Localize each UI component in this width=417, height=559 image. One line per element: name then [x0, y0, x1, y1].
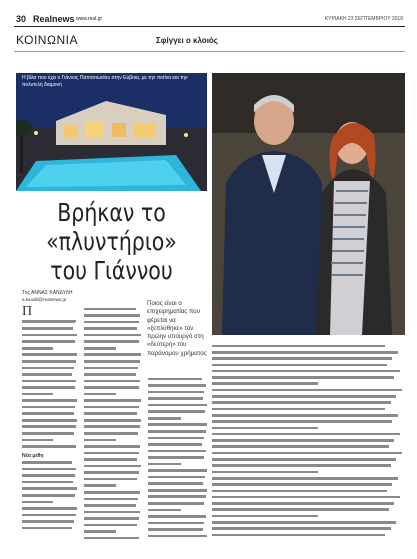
text-line-bar	[148, 528, 203, 531]
text-line-bar	[22, 347, 53, 350]
text-line-bar	[22, 445, 76, 448]
text-line	[22, 479, 78, 486]
text-line	[22, 525, 78, 532]
text-line-bar	[84, 406, 139, 409]
text-line-bar	[212, 345, 385, 348]
text-line-bar	[212, 382, 318, 385]
text-line-bar	[212, 534, 385, 537]
text-line-bar	[212, 471, 318, 474]
text-line-bar	[212, 527, 391, 530]
greeked-body-text	[84, 306, 142, 542]
text-line	[22, 358, 78, 365]
text-line-bar	[212, 401, 391, 404]
pull-quote: Ποιος είναι ο επιχειρηματίας που φέρεται να «ξεπλύθηκε» τον πρώην υπουργό στη «δεύτερη» του παράνομου χρήματος	[147, 300, 207, 357]
article-headline	[33, 198, 190, 285]
text-line-bar	[212, 389, 402, 392]
text-line-bar	[212, 439, 394, 442]
text-line	[212, 463, 404, 469]
page-header	[14, 14, 405, 27]
text-line-bar	[22, 334, 77, 337]
author-email: a.kandili@realnews.gr	[22, 297, 67, 302]
text-line-bar	[84, 373, 136, 376]
greeked-body-text	[22, 460, 78, 532]
text-line-bar	[22, 340, 75, 343]
text-line-bar	[84, 524, 137, 527]
text-line	[84, 417, 142, 424]
text-line-bar	[84, 386, 139, 389]
text-line-bar	[22, 494, 75, 497]
text-line-bar	[148, 443, 202, 446]
text-line	[22, 443, 78, 450]
text-line-bar	[212, 427, 318, 430]
text-line-bar	[84, 353, 141, 356]
text-line-bar	[84, 517, 139, 520]
text-line	[84, 306, 142, 313]
text-line-bar	[84, 399, 141, 402]
text-line-bar	[212, 351, 398, 354]
text-line-bar	[212, 490, 387, 493]
text-line-bar	[84, 393, 116, 396]
text-line-bar	[148, 404, 207, 407]
greeked-body-text	[22, 306, 78, 450]
text-line-bar	[212, 483, 392, 486]
text-line-bar	[22, 514, 76, 517]
text-line-bar	[84, 484, 116, 487]
text-line-bar	[22, 412, 74, 415]
text-line	[212, 374, 404, 380]
text-line	[148, 389, 208, 396]
text-line-bar	[22, 353, 77, 356]
text-line-bar	[148, 430, 206, 433]
text-line-bar	[22, 468, 76, 471]
text-line-bar	[22, 327, 73, 330]
text-line-bar	[22, 399, 77, 402]
text-line	[84, 450, 142, 457]
text-line-bar	[22, 321, 75, 324]
text-line-bar	[148, 391, 204, 394]
text-line-bar	[84, 367, 138, 370]
text-line	[148, 402, 208, 409]
text-line-bar	[148, 463, 181, 466]
body-column-1	[22, 306, 78, 544]
text-line-bar	[22, 380, 76, 383]
text-line-bar	[148, 502, 204, 505]
text-line-bar	[212, 370, 400, 373]
text-line	[84, 358, 142, 365]
text-line	[148, 487, 208, 494]
page-number: 30	[16, 14, 27, 24]
text-line-bar	[22, 360, 76, 363]
text-line-bar	[148, 489, 207, 492]
text-line-bar	[84, 458, 137, 461]
text-line-bar	[212, 364, 387, 367]
text-line	[212, 475, 404, 481]
text-line	[22, 492, 78, 499]
text-line-bar	[22, 439, 53, 442]
text-line-bar	[84, 419, 141, 422]
villa-photo	[16, 73, 207, 191]
text-line-bar	[148, 384, 206, 387]
text-line-bar	[22, 507, 77, 510]
text-line-bar	[148, 450, 206, 453]
text-line-bar	[84, 478, 137, 481]
text-line-bar	[22, 527, 72, 530]
text-line-bar	[84, 471, 139, 474]
photo-caption: Η βίλα που έχει ο Γιάννος Παπαντωνίου στην Εύβοια, με την πισίνα και την πολυτελή διαμονή	[22, 75, 188, 88]
text-line	[84, 463, 142, 470]
text-line-bar	[22, 501, 53, 504]
text-line-bar	[212, 452, 402, 455]
text-line-bar	[84, 334, 141, 337]
text-line-bar	[84, 380, 140, 383]
section-name: ΚΟΙΝΩΝΙΑ	[16, 33, 78, 47]
text-line-bar	[22, 425, 76, 428]
text-line-bar	[148, 397, 203, 400]
text-line-bar	[212, 464, 391, 467]
text-line	[212, 456, 404, 462]
text-line	[212, 519, 404, 525]
text-line-bar	[148, 469, 207, 472]
text-line	[148, 500, 208, 507]
text-line-bar	[22, 461, 72, 464]
text-line	[212, 419, 404, 425]
text-line-bar	[148, 423, 207, 426]
body-subhead: Νέα μέθη	[22, 453, 44, 460]
text-line-bar	[148, 378, 202, 381]
text-line-bar	[84, 412, 137, 415]
text-line-bar	[212, 420, 392, 423]
text-line-bar	[148, 476, 205, 479]
text-line-bar	[212, 508, 389, 511]
text-line-bar	[212, 502, 394, 505]
text-line-bar	[148, 522, 204, 525]
couple-illustration	[212, 73, 405, 335]
text-line-bar	[22, 386, 75, 389]
issue-date: ΚΥΡΙΑΚΗ 23 ΣΕΠΤΕΜΒΡΙΟΥ 2018	[324, 16, 403, 22]
text-line	[212, 437, 404, 443]
text-line-bar	[84, 504, 136, 507]
section-bar	[14, 29, 405, 52]
text-line-bar	[212, 515, 318, 518]
text-line	[148, 448, 208, 455]
site-url: www.real.gr	[76, 16, 103, 22]
text-line-bar	[84, 360, 140, 363]
byline: Της ΑΝΝΑΣ ΚΑΝΔΥΛΗ	[22, 290, 73, 296]
text-line	[148, 376, 208, 383]
section-slug: Σφίγγει ο κλοιός	[156, 36, 218, 45]
text-line	[22, 505, 78, 512]
text-line-bar	[84, 452, 139, 455]
text-line-bar	[212, 357, 392, 360]
text-line	[148, 533, 208, 540]
text-line	[84, 332, 142, 339]
text-line-bar	[212, 433, 400, 436]
text-line-bar	[22, 481, 73, 484]
text-line-bar	[148, 509, 181, 512]
text-line-bar	[212, 458, 396, 461]
text-line-bar	[22, 393, 53, 396]
text-line-bar	[22, 406, 75, 409]
text-line-bar	[212, 496, 400, 499]
text-line	[212, 482, 404, 488]
text-line-bar	[84, 511, 140, 514]
text-line	[212, 393, 404, 399]
text-line	[22, 404, 78, 411]
text-line	[212, 500, 404, 506]
text-line-bar	[84, 445, 140, 448]
body-column-4	[212, 343, 404, 544]
text-line-bar	[84, 347, 116, 350]
greeked-body-text	[212, 343, 404, 538]
text-line	[212, 532, 404, 538]
text-line-bar	[22, 419, 77, 422]
text-line-bar	[148, 437, 204, 440]
text-line-bar	[84, 327, 137, 330]
text-line-bar	[212, 414, 398, 417]
text-line-bar	[22, 432, 74, 435]
couple-photo	[212, 73, 405, 335]
text-line-bar	[148, 535, 207, 538]
text-line	[22, 417, 78, 424]
text-line	[84, 404, 142, 411]
text-line	[84, 430, 142, 437]
text-line	[84, 509, 142, 516]
text-line-bar	[22, 520, 74, 523]
text-line	[22, 430, 78, 437]
text-line	[84, 535, 142, 542]
text-line	[22, 319, 78, 326]
text-line	[22, 512, 78, 519]
text-line	[148, 520, 208, 527]
text-line-bar	[212, 445, 389, 448]
text-line-bar	[148, 417, 181, 420]
villa-illustration	[16, 73, 207, 191]
text-line	[84, 378, 142, 385]
brand-logo: Realnews	[33, 14, 75, 24]
text-line	[84, 476, 142, 483]
text-line-bar	[84, 439, 116, 442]
text-line-bar	[148, 482, 203, 485]
text-line-bar	[84, 530, 116, 533]
drop-cap-glyph: Π	[22, 306, 33, 319]
text-line-bar	[84, 465, 141, 468]
text-line	[84, 522, 142, 529]
text-line-bar	[212, 408, 385, 411]
headline-line: του Γιάννου	[50, 256, 173, 285]
greeked-body-text	[148, 376, 208, 540]
text-line-bar	[84, 321, 139, 324]
text-line-bar	[22, 474, 75, 477]
text-line	[22, 332, 78, 339]
text-line-bar	[84, 432, 138, 435]
text-line-bar	[148, 515, 206, 518]
text-line	[22, 466, 78, 473]
text-line	[84, 319, 142, 326]
text-line-bar	[148, 410, 205, 413]
text-line-bar	[84, 314, 140, 317]
text-line-bar	[212, 395, 396, 398]
text-line	[22, 378, 78, 385]
headline-line: «πλυντήριο»	[46, 227, 177, 256]
text-line-bar	[212, 521, 396, 524]
text-line-bar	[84, 498, 138, 501]
headline-line: Βρήκαν το	[57, 198, 166, 227]
text-line-bar	[84, 340, 139, 343]
text-line	[148, 474, 208, 481]
text-line	[212, 412, 404, 418]
text-line-bar	[84, 308, 136, 311]
text-line	[84, 489, 142, 496]
text-line-bar	[84, 537, 139, 540]
text-line-bar	[212, 376, 394, 379]
body-column-3	[148, 376, 208, 544]
text-line	[212, 526, 404, 532]
text-line	[212, 349, 404, 355]
text-line-bar	[148, 495, 206, 498]
body-column-2	[84, 306, 142, 544]
text-line-bar	[148, 456, 204, 459]
text-line-bar	[22, 367, 74, 370]
text-line	[84, 502, 142, 509]
text-line-bar	[84, 491, 140, 494]
text-line-bar	[84, 425, 140, 428]
text-line-bar	[212, 477, 398, 480]
text-line	[212, 356, 404, 362]
text-line-bar	[22, 487, 77, 490]
text-line	[148, 428, 208, 435]
text-line-bar	[22, 373, 72, 376]
